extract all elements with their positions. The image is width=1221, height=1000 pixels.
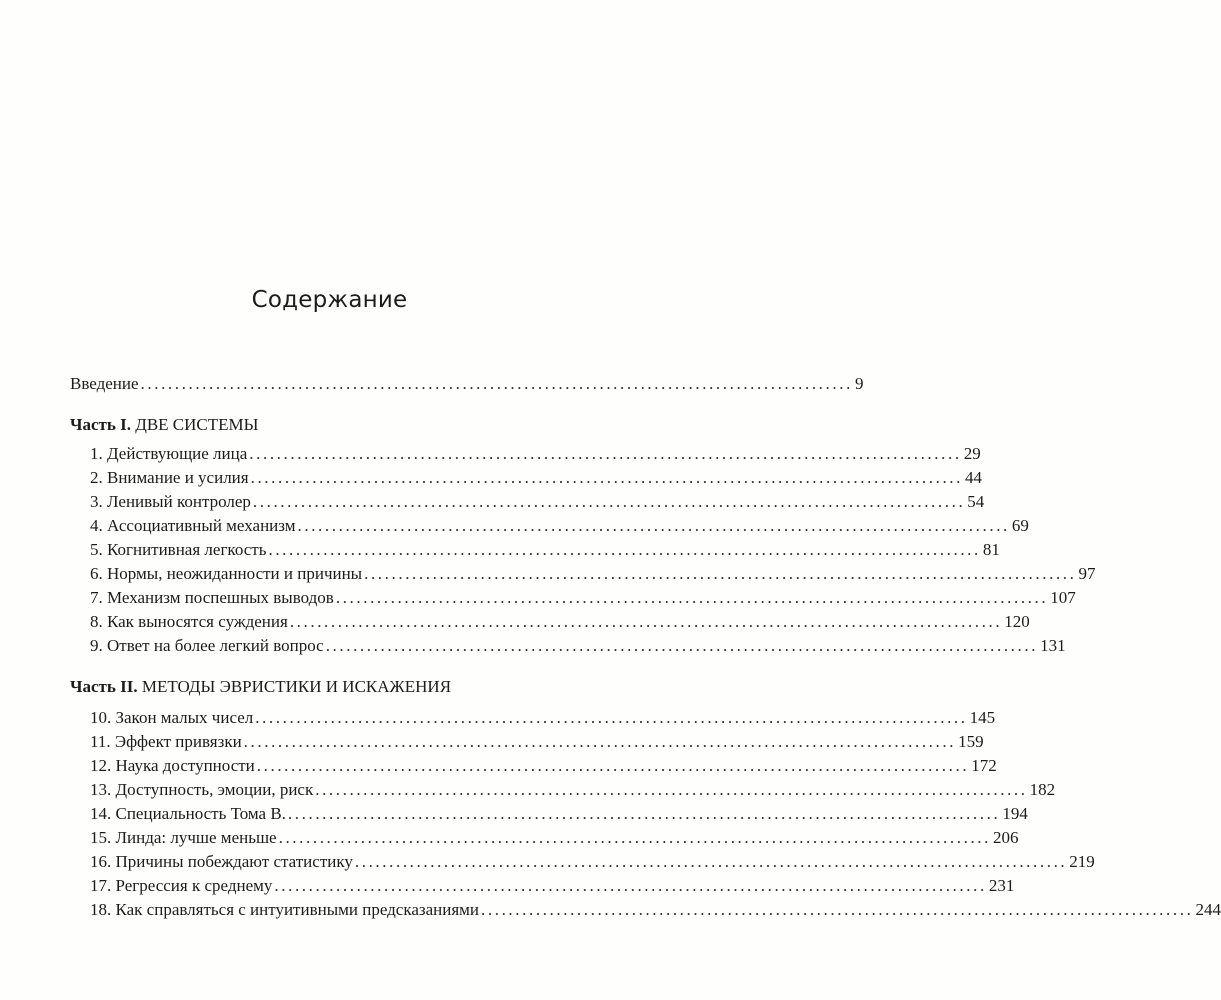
toc-entry-label: 14. Специальность Тома В. [90,804,286,823]
toc-page-number: 29 [963,444,981,463]
toc-page-number: 145 [969,708,996,727]
toc-entry-label: 6. Нормы, неожиданности и причины [90,564,363,583]
dot-leader: ........................................................................................................ [325,636,1039,655]
dot-leader: ........................................................................................................ [140,374,853,393]
toc-page-number: 244 [1195,900,1221,919]
part-label: Часть II. [70,677,138,696]
toc-page-number: 69 [1011,516,1029,535]
toc-entry-chapter-17[interactable] [70,874,1015,898]
dot-leader: ........................................................................................................ [256,756,970,775]
dot-leader: ........................................................................................................ [278,828,992,847]
toc-entry-label: 8. Как выносятся суждения [90,612,288,631]
toc-entry-chapter-4[interactable] [70,514,1029,538]
toc-entry-chapter-8[interactable] [70,610,1030,634]
part-title: ДВЕ СИСТЕМЫ [135,415,259,434]
dot-leader: ........................................................................................................ [297,516,1010,535]
toc-entry-chapter-3[interactable] [70,490,985,514]
toc-entry-label: 9. Ответ на более легкий вопрос [90,636,324,655]
toc-entry-chapter-12[interactable] [70,754,997,778]
toc-entry-label: 18. Как справляться с интуитивными предсказаниями [90,900,480,919]
toc-entry-chapter-7[interactable] [70,586,1076,610]
toc-entry-label: 4. Ассоциативный механизм [90,516,296,535]
toc-entry-label: 3. Ленивый контролер [90,492,251,511]
part-spacer [70,658,566,674]
dot-leader: ........................................................................................................ [335,588,1049,607]
toc-page-number: 194 [1002,804,1028,823]
part-heading-1[interactable] [70,412,566,438]
toc-entry-label: 16. Причины побеждают статистику [90,852,353,871]
toc-entry-label: 11. Эффект привязки [90,732,242,751]
toc-page-number: 219 [1069,852,1095,871]
dot-leader: ........................................................................................................ [243,732,957,751]
toc-entry-chapter-2[interactable] [70,466,983,490]
toc-entry-label: 15. Линда: лучше меньше [90,828,277,847]
dot-leader: ........................................................................................................ [481,900,1194,919]
toc-entry-label: 12. Наука доступности [90,756,255,775]
dot-leader: ........................................................................................................ [252,492,966,511]
toc-entry-chapter-11[interactable] [70,730,984,754]
toc-entry-label: 10. Закон малых чисел [90,708,254,727]
table-of-contents [70,372,1221,922]
toc-page-number: 54 [967,492,985,511]
toc-entry-chapter-9[interactable] [70,634,1066,658]
toc-page-number: 107 [1050,588,1076,607]
part-label: Часть I. [70,415,131,434]
toc-entry-chapter-13[interactable] [70,778,1056,802]
toc-entry-intro[interactable] [70,372,864,396]
toc-entry-chapter-18[interactable] [70,898,1221,922]
dot-leader: ........................................................................................................ [287,804,1001,823]
dot-leader: ........................................................................................................ [268,540,981,559]
toc-entry-chapter-5[interactable] [70,538,1000,562]
toc-entry-label: 17. Регрессия к среднему [90,876,273,895]
toc-page-number: 81 [982,540,1000,559]
toc-entry-chapter-15[interactable] [70,826,1019,850]
toc-page-number: 159 [958,732,984,751]
toc-page-number: 44 [965,468,983,487]
toc-entry-chapter-16[interactable] [70,850,1095,874]
dot-leader: ........................................................................................................ [364,564,1077,583]
dot-leader: ........................................................................................................ [289,612,1003,631]
dot-leader: ........................................................................................................ [255,708,968,727]
toc-entry-label: 13. Доступность, эмоции, риск [90,780,314,799]
toc-page-number: 120 [1004,612,1030,631]
toc-entry-chapter-10[interactable] [70,706,996,730]
dot-leader: ........................................................................................................ [354,852,1068,871]
toc-entry-chapter-6[interactable] [70,562,1096,586]
toc-entry-chapter-1[interactable] [70,442,981,466]
toc-page-number: 9 [854,374,864,393]
page-title: Содержание [251,287,408,313]
toc-page-number: 182 [1029,780,1056,799]
part-title: МЕТОДЫ ЭВРИСТИКИ И ИСКАЖЕНИЯ [141,677,452,696]
toc-entry-label: Введение [70,374,139,393]
dot-leader: ........................................................................................................ [274,876,987,895]
dot-leader: ........................................................................................................ [315,780,1028,799]
toc-entry-label: 7. Механизм поспешных выводов [90,588,334,607]
dot-leader: ........................................................................................................ [250,468,964,487]
dot-leader: ........................................................................................................ [249,444,962,463]
toc-entry-label: 1. Действующие лица [90,444,248,463]
part-heading-2[interactable] [70,674,566,700]
toc-page-number: 206 [993,828,1019,847]
toc-page-number: 231 [988,876,1015,895]
toc-entry-label: 5. Когнитивная легкость [90,540,267,559]
toc-entry-label: 2. Внимание и усилия [90,468,249,487]
toc-page-number: 172 [971,756,997,775]
toc-page-number: 97 [1078,564,1096,583]
toc-page-number: 131 [1040,636,1066,655]
toc-entry-chapter-14[interactable] [70,802,1028,826]
